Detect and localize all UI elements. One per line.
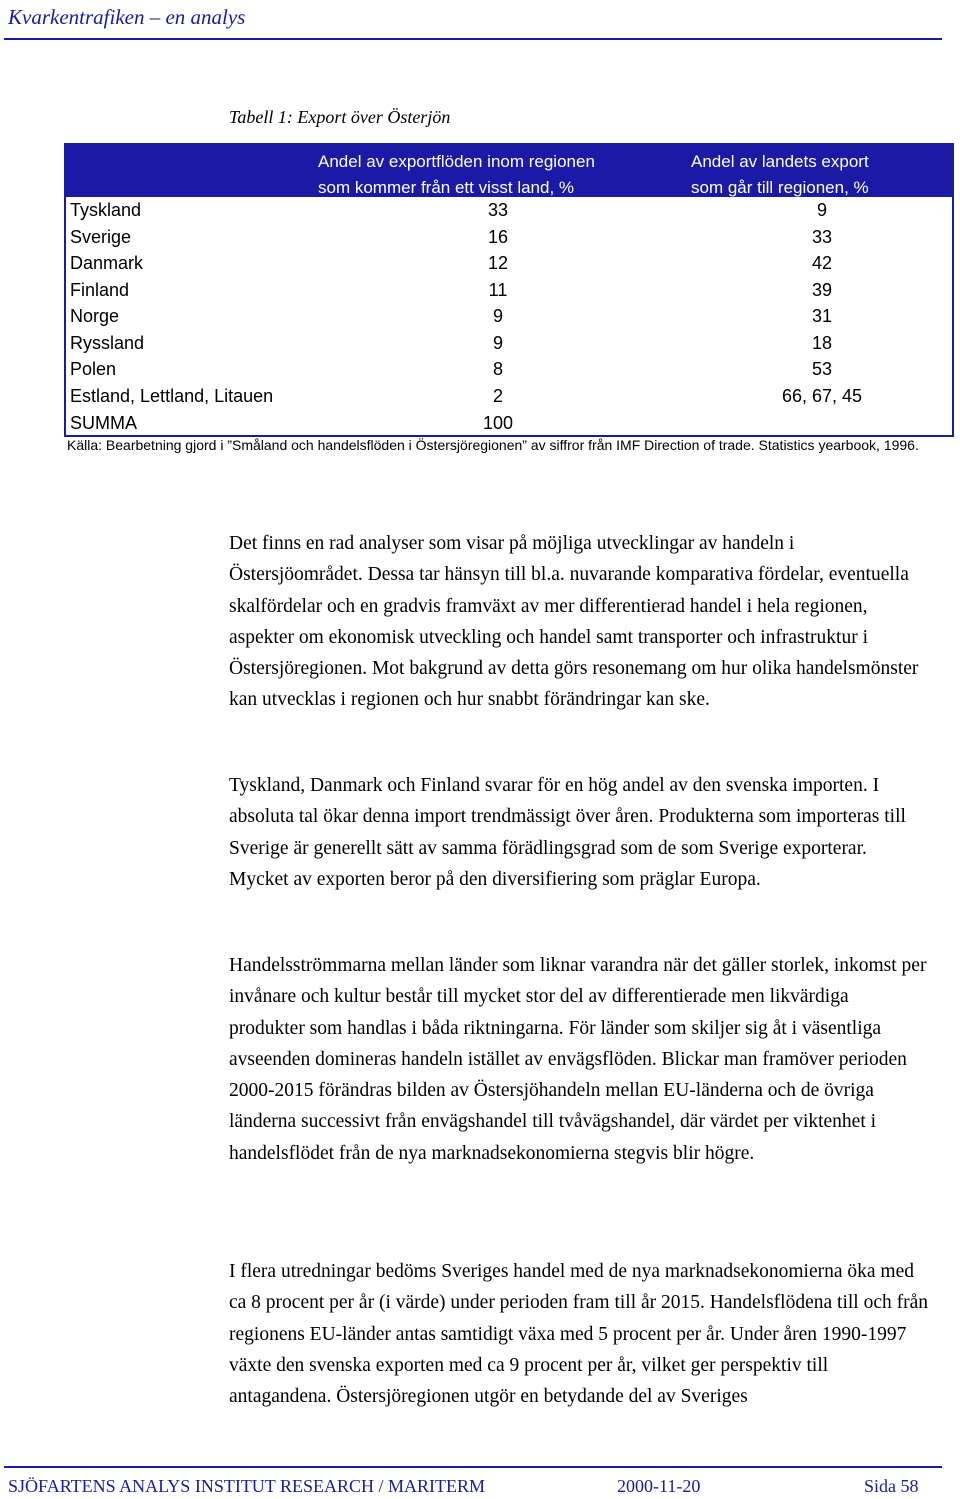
table-row <box>66 356 952 382</box>
header-divider <box>4 38 942 40</box>
share-of-flows-cell: 16 <box>487 226 509 247</box>
footer-organization: SJÖFARTENS ANALYS INSTITUT RESEARCH / MARITERM <box>8 1476 485 1496</box>
export-table <box>64 143 954 437</box>
document-header-title: Kvarkentrafiken – en analys <box>8 5 246 29</box>
country-cell: Polen <box>70 359 117 379</box>
footer-page-number: Sida 58 <box>864 1476 919 1496</box>
share-of-flows-cell: 100 <box>482 413 514 433</box>
share-of-flows-cell: 12 <box>487 253 509 273</box>
share-of-flows-cell: 9 <box>492 332 503 353</box>
table-row-total <box>66 410 952 436</box>
share-of-flows-cell: 9 <box>492 306 503 326</box>
country-cell: Finland <box>70 279 130 300</box>
share-of-flows-cell: 33 <box>487 200 509 220</box>
table-row <box>66 197 952 223</box>
share-of-flows-cell: 11 <box>488 279 508 300</box>
table-row <box>66 277 952 303</box>
column-header-line: som kommer från ett visst land, % <box>318 178 575 197</box>
footer-divider <box>4 1466 942 1468</box>
body-paragraph: I flera utredningar bedöms Sveriges handel med de nya marknadsekonomierna öka med ca 8 procent per år (i värde) under perioden fram till år 2015. Handelsflödena till och från regionens EU-länder antas samtidigt växa med 5 procent per år. Under åren 1990-1997 växte den svenska exporten med ca 9 procent per år, vilket ger perspektiv till antagandena. Östersjöregionen utgör en betydande del av Sveriges <box>229 1261 929 1408</box>
column-header-line: Andel av landets export <box>691 152 869 171</box>
share-of-export-cell: 53 <box>811 359 833 379</box>
column-header-line: Andel av exportflöden inom regionen <box>318 152 595 171</box>
column-header-share-of-export <box>691 149 869 201</box>
share-of-export-cell: 18 <box>811 332 833 353</box>
share-of-export-cell: 31 <box>811 306 833 326</box>
country-cell: Estland, Lettland, Litauen <box>70 385 274 406</box>
body-paragraph: Det finns en rad analyser som visar på möjliga utvecklingar av handeln i Östersjöområdet. Dessa tar hänsyn till bl.a. nuvarande komparativa fördelar, eventuella skalfördelar och en gradvis framväxt av mer differentierad handel i hela regionen, aspekter om ekonomisk utveckling och handel samt transporter och infrastruktur i Östersjöregionen. Mot bakgrund av detta görs resonemang om hur olika handelsmönster kan utvecklas i regionen och hur snabbt förändringar kan ske. <box>229 533 919 711</box>
column-header-line: som går till regionen, % <box>691 178 869 197</box>
country-cell: SUMMA <box>70 413 137 433</box>
share-of-flows-cell: 8 <box>492 359 503 379</box>
body-paragraph: Handelsströmmarna mellan länder som liknar varandra när det gäller storlek, inkomst per invånare och kultur består till mycket stor del av differentierade men likvärdiga produkter som handlas i båda riktningarna. För länder som skiljer sig åt i väsentliga avseenden domineras handeln istället av envägsflöden. Blickar man framöver perioden 2000-2015 förändras bilden av Östersjöhandeln mellan EU-länderna och de övriga länderna successivt från envägshandel till tvåvägshandel, där värdet per viktenhet i handelsflödet från de nya marknadsekonomierna stegvis blir högre. <box>229 955 927 1164</box>
share-of-export-cell: 33 <box>811 226 833 247</box>
table-row <box>66 330 952 356</box>
table-header <box>66 145 952 197</box>
share-of-export-cell: 42 <box>811 253 833 273</box>
share-of-export-cell: 39 <box>811 279 833 300</box>
table-row <box>66 383 952 409</box>
table-row <box>66 250 952 276</box>
share-of-export-cell: 9 <box>816 200 827 220</box>
table-source-note: Källa: Bearbetning gjord i ”Småland och handelsflöden i Östersjöregionen” av siffror från IMF Direction of trade. Statistics yearbook, 1996. <box>67 437 919 453</box>
footer-date: 2000-11-20 <box>617 1476 701 1496</box>
table-row <box>66 303 952 329</box>
column-header-share-of-flows <box>318 149 595 201</box>
country-cell: Tyskland <box>70 200 142 220</box>
share-of-flows-cell: 2 <box>492 385 503 406</box>
table-row <box>66 224 952 250</box>
table-caption: Tabell 1: Export över Österjön <box>229 107 451 127</box>
share-of-export-cell: 66, 67, 45 <box>781 385 863 406</box>
country-cell: Danmark <box>70 253 144 273</box>
body-paragraph: Tyskland, Danmark och Finland svarar för en hög andel av den svenska importen. I absoluta tal ökar denna import trendmässigt över åren. Produkterna som importeras till Sverige är generellt sätt av samma förädlingsgrad som de som Sverige exporterar. Mycket av exporten beror på den diversifiering som präglar Europa. <box>229 775 906 890</box>
country-cell: Sverige <box>70 226 132 247</box>
country-cell: Ryssland <box>70 332 145 353</box>
country-cell: Norge <box>70 306 120 326</box>
